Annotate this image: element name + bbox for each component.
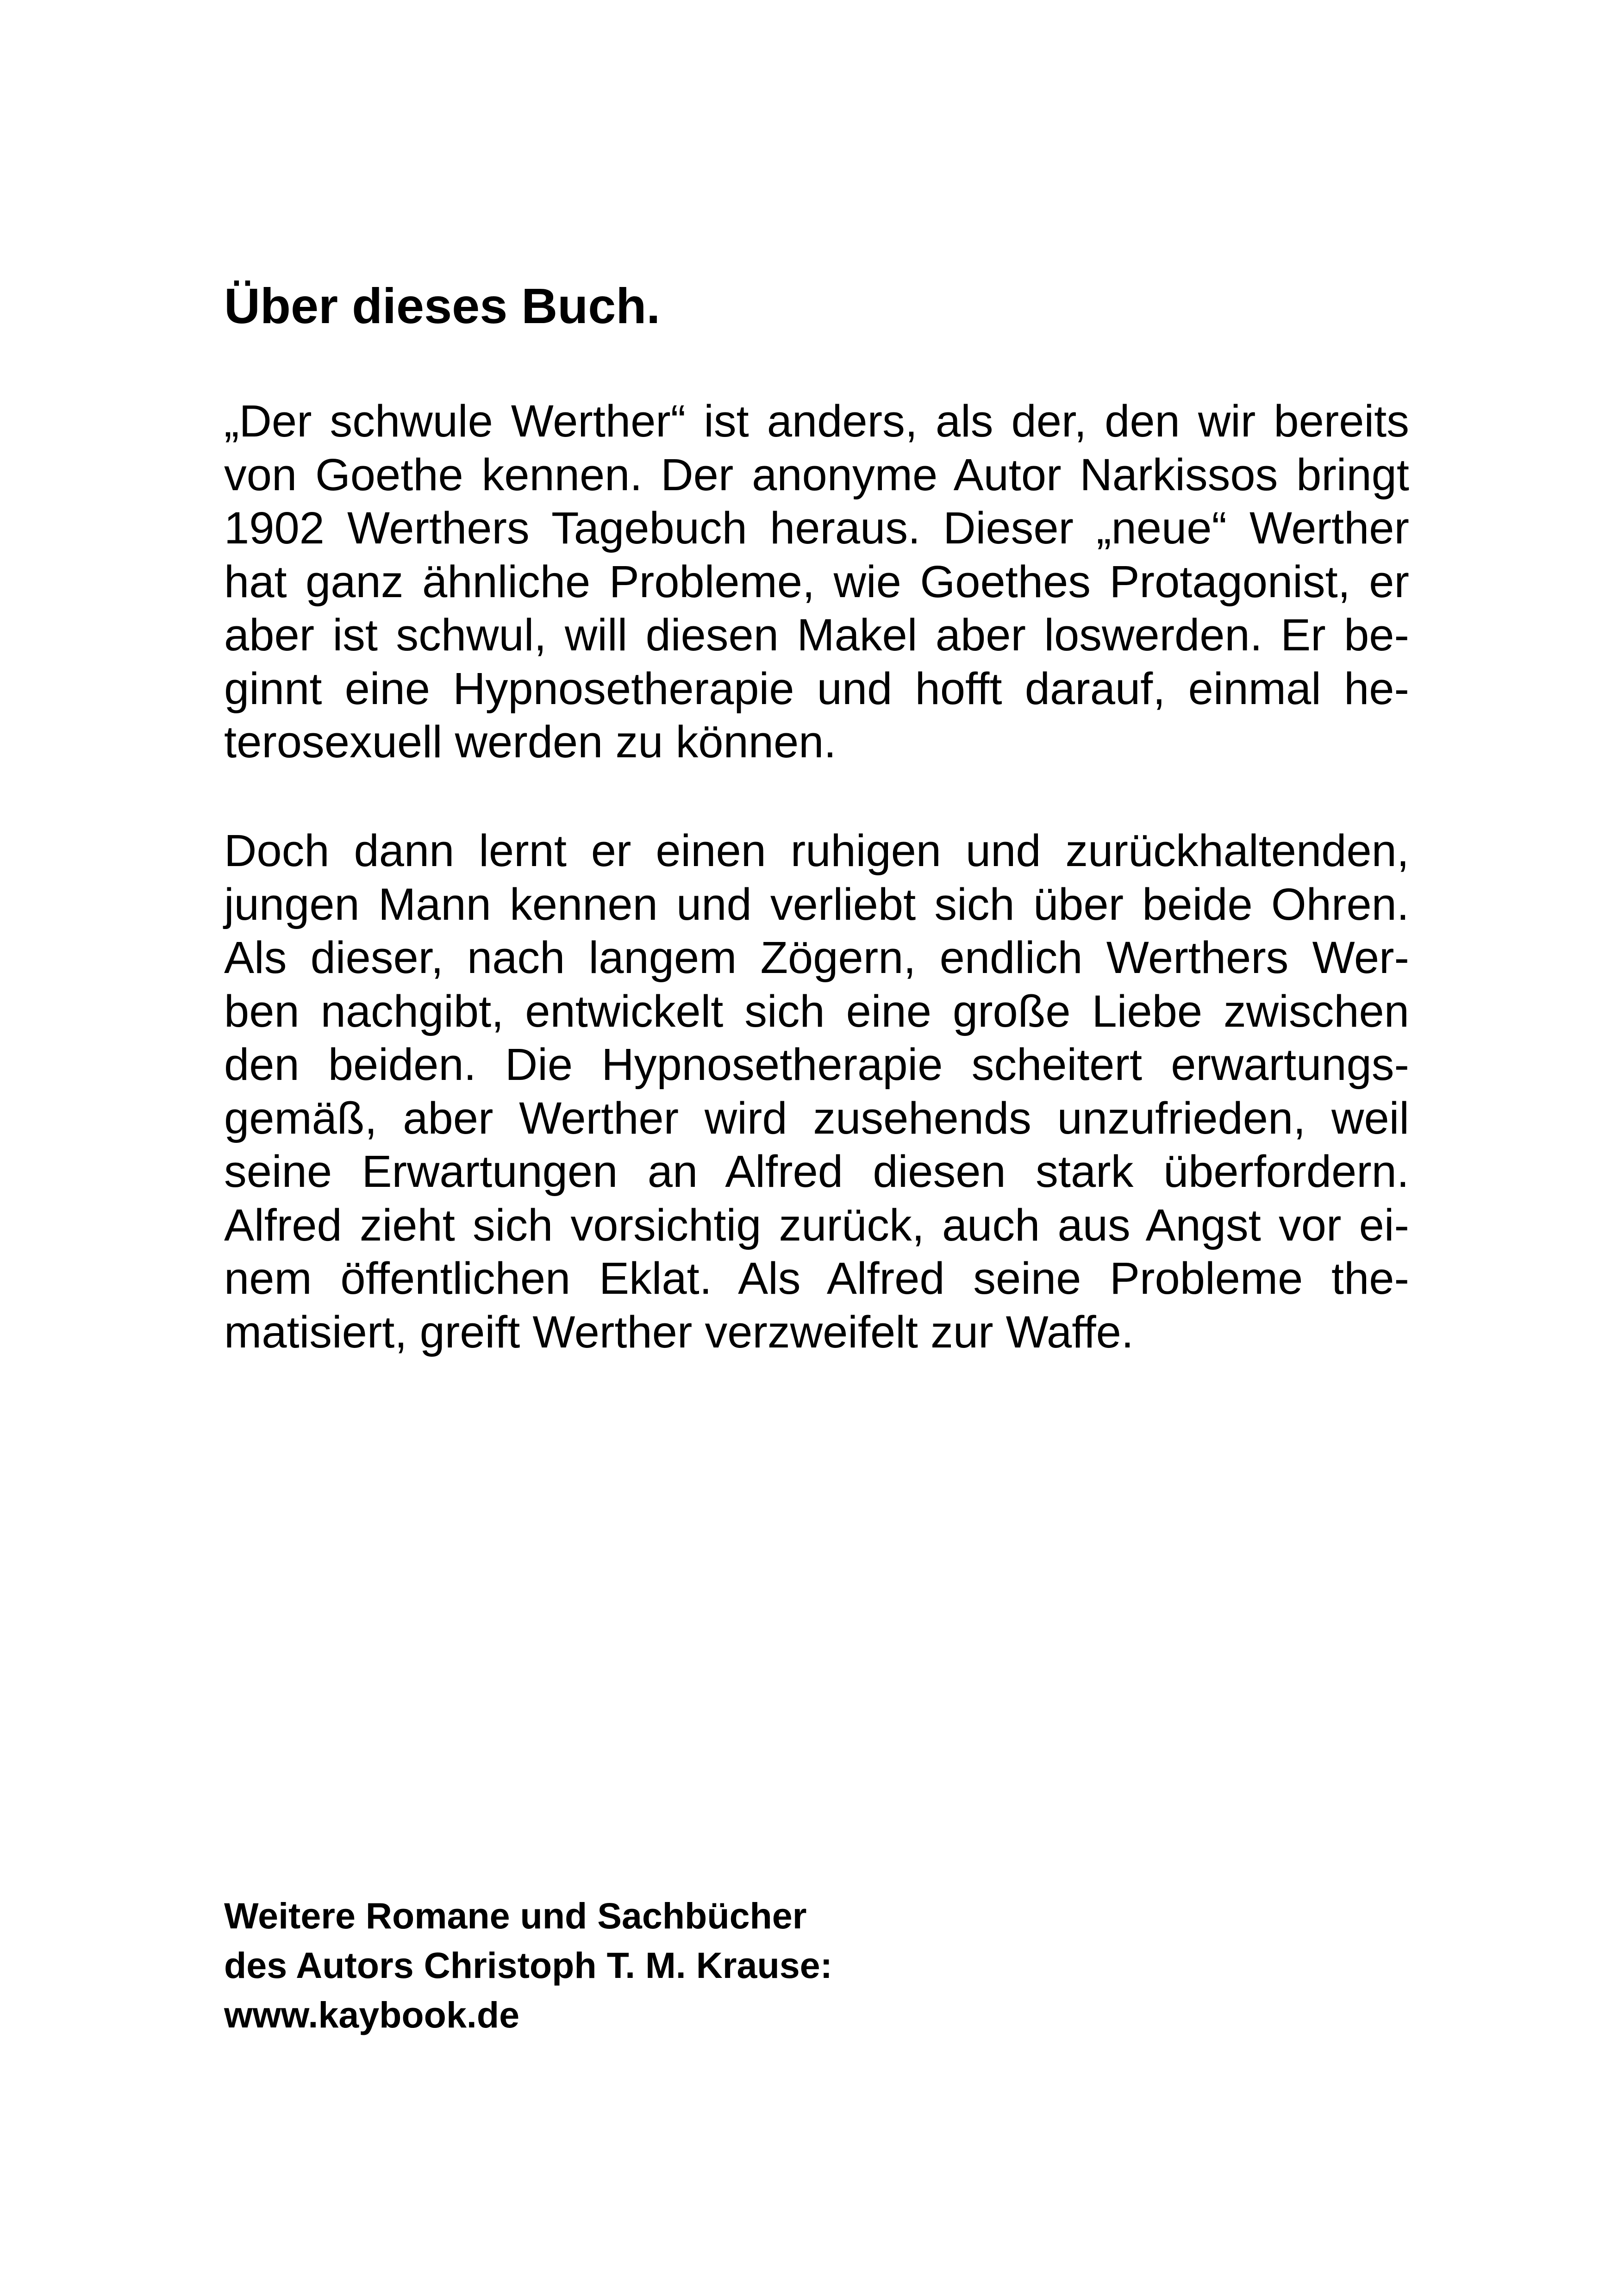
text-line: 1902 Werthers Tagebuch heraus. Dieser „neue“ Werther — [224, 503, 1409, 553]
author-website: www.kaybook.de — [224, 1994, 520, 2035]
text-line: hat ganz ähnliche Probleme, wie Goethes Protagonist, er — [224, 556, 1409, 607]
text-line: von Goethe kennen. Der anonyme Autor Narkissos bringt — [224, 449, 1409, 500]
text-line: seine Erwartungen an Alfred diesen stark überfordern. — [224, 1146, 1409, 1197]
footer-line: Weitere Romane und Sachbücher — [224, 1895, 807, 1936]
paragraph-1 — [224, 394, 1409, 769]
text-line: „Der schwule Werther“ ist anders, als der, den wir bereits — [224, 396, 1409, 446]
text-line: Alfred zieht sich vorsichtig zurück, auch aus Angst vor ei- — [224, 1199, 1409, 1250]
text-line: Als dieser, nach langem Zögern, endlich Werthers Wer- — [224, 932, 1409, 983]
page-title: Über dieses Buch. — [224, 278, 661, 334]
footer-line: des Autors Christoph T. M. Krause: — [224, 1945, 832, 1986]
text-line: gemäß, aber Werther wird zusehends unzufrieden, weil — [224, 1092, 1409, 1143]
text-line: nem öffentlichen Eklat. Als Alfred seine Probleme the- — [224, 1253, 1409, 1303]
author-footer — [224, 1891, 832, 2039]
text-line: Doch dann lernt er einen ruhigen und zurückhaltenden, — [224, 825, 1409, 876]
paragraph-2 — [224, 824, 1409, 1359]
text-line: jungen Mann kennen und verliebt sich über beide Ohren. — [224, 879, 1409, 929]
text-line: terosexuell werden zu können. — [224, 717, 837, 767]
text-line: matisiert, greift Werther verzweifelt zur Waffe. — [224, 1306, 1134, 1357]
text-line: den beiden. Die Hypnosetherapie scheitert erwartungs- — [224, 1039, 1409, 1090]
text-line: aber ist schwul, will diesen Makel aber loswerden. Er be- — [224, 610, 1409, 660]
text-line: ben nachgibt, entwickelt sich eine große Liebe zwischen — [224, 985, 1409, 1036]
text-line: ginnt eine Hypnosetherapie und hofft darauf, einmal he- — [224, 663, 1409, 714]
